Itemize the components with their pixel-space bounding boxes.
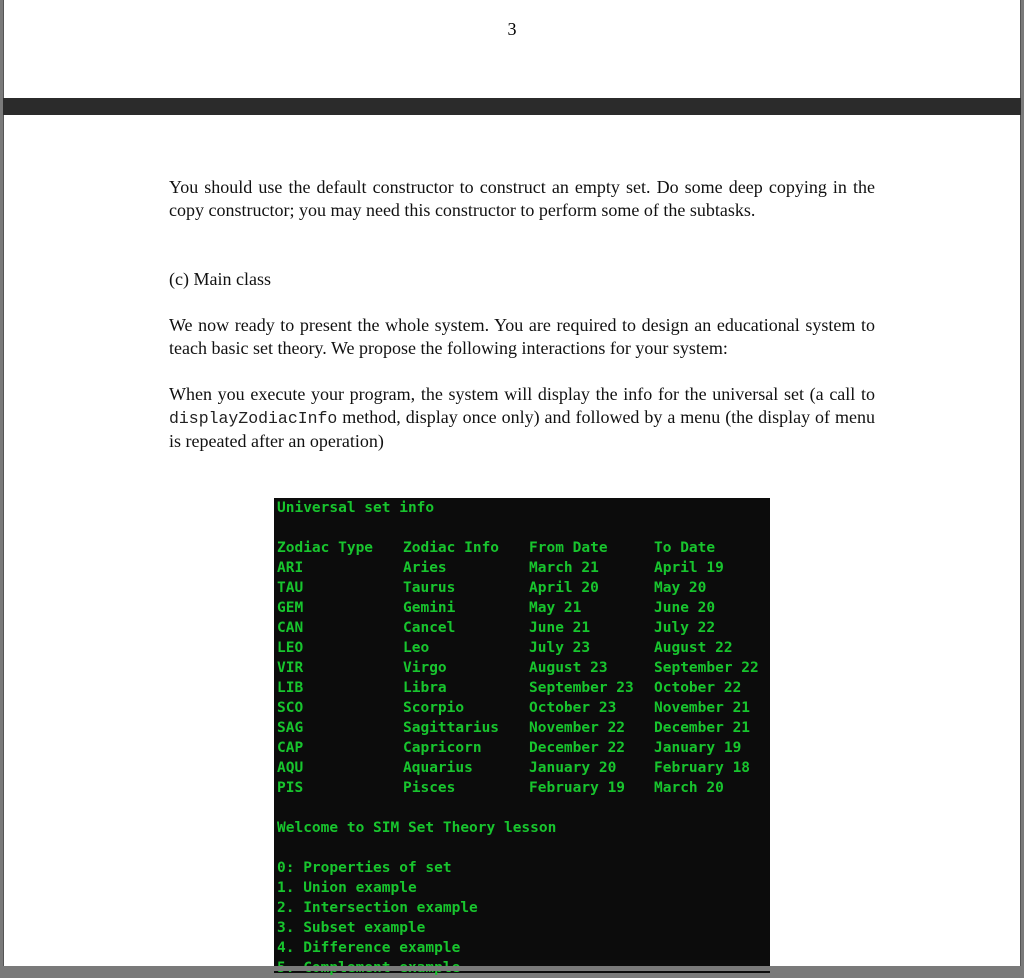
- table-header-info: Zodiac Info: [403, 540, 500, 556]
- zodiac-info-cell: Sagittarius: [403, 720, 500, 736]
- zodiac-type-cell: ARI: [277, 560, 304, 576]
- zodiac-type-cell: VIR: [277, 660, 304, 676]
- zodiac-info-cell: Aries: [403, 560, 447, 576]
- from-date-cell: July 23: [529, 640, 591, 656]
- to-date-cell: August 22: [654, 640, 733, 656]
- zodiac-type-cell: SCO: [277, 700, 304, 716]
- welcome-message: Welcome to SIM Set Theory lesson: [277, 820, 557, 836]
- from-date-cell: September 23: [529, 680, 634, 696]
- zodiac-type-cell: TAU: [277, 580, 304, 596]
- paragraph-system-intro: We now ready to present the whole system. You are required to design an educational system to teach basic set theory. We propose the following interactions for your system:: [169, 315, 875, 358]
- paragraph-text-before: When you execute your program, the system will display the info for the universal set (a call to: [169, 384, 875, 404]
- to-date-cell: June 20: [654, 600, 716, 616]
- from-date-cell: April 20: [529, 580, 599, 596]
- table-header-to: To Date: [654, 540, 716, 556]
- zodiac-info-cell: Pisces: [403, 780, 456, 796]
- to-date-cell: October 22: [654, 680, 742, 696]
- from-date-cell: June 21: [529, 620, 591, 636]
- to-date-cell: December 21: [654, 720, 751, 736]
- from-date-cell: May 21: [529, 600, 582, 616]
- from-date-cell: December 22: [529, 740, 626, 756]
- menu-item: 4. Difference example: [277, 940, 461, 956]
- document-page: [3, 115, 1021, 966]
- menu-item: 2. Intersection example: [277, 900, 478, 916]
- zodiac-info-cell: Taurus: [403, 580, 456, 596]
- zodiac-type-cell: LIB: [277, 680, 304, 696]
- zodiac-info-cell: Capricorn: [403, 740, 482, 756]
- from-date-cell: August 23: [529, 660, 608, 676]
- from-date-cell: January 20: [529, 760, 617, 776]
- console-title: Universal set info: [277, 500, 435, 516]
- zodiac-type-cell: CAN: [277, 620, 304, 636]
- table-header-from: From Date: [529, 540, 608, 556]
- to-date-cell: February 18: [654, 760, 751, 776]
- to-date-cell: January 19: [654, 740, 742, 756]
- to-date-cell: July 22: [654, 620, 716, 636]
- zodiac-type-cell: LEO: [277, 640, 304, 656]
- console-screenshot: [274, 498, 770, 973]
- from-date-cell: October 23: [529, 700, 617, 716]
- menu-item: 0: Properties of set: [277, 860, 452, 876]
- zodiac-type-cell: GEM: [277, 600, 304, 616]
- menu-item: 1. Union example: [277, 880, 417, 896]
- to-date-cell: September 22: [654, 660, 759, 676]
- menu-item: 3. Subset example: [277, 920, 426, 936]
- zodiac-type-cell: CAP: [277, 740, 304, 756]
- zodiac-info-cell: Virgo: [403, 660, 447, 676]
- paragraph-execute: [169, 383, 875, 453]
- zodiac-type-cell: PIS: [277, 780, 304, 796]
- zodiac-info-cell: Scorpio: [403, 700, 465, 716]
- to-date-cell: November 21: [654, 700, 751, 716]
- to-date-cell: April 19: [654, 560, 724, 576]
- from-date-cell: November 22: [529, 720, 626, 736]
- zodiac-info-cell: Libra: [403, 680, 447, 696]
- zodiac-type-cell: SAG: [277, 720, 304, 736]
- page-separator: [3, 98, 1021, 115]
- to-date-cell: March 20: [654, 780, 724, 796]
- table-header-type: Zodiac Type: [277, 540, 374, 556]
- zodiac-info-cell: Aquarius: [403, 760, 473, 776]
- viewer-bottom-strip: [0, 966, 1024, 971]
- from-date-cell: March 21: [529, 560, 599, 576]
- zodiac-info-cell: Leo: [403, 640, 430, 656]
- paragraph-text-after: method, display once only) and followed by a menu (the display of menu is repeated after an operation): [169, 407, 875, 451]
- zodiac-type-cell: AQU: [277, 760, 304, 776]
- inline-code-method: displayZodiacInfo: [169, 409, 338, 428]
- to-date-cell: May 20: [654, 580, 707, 596]
- page-number: 3: [507, 19, 517, 39]
- zodiac-info-cell: Gemini: [403, 600, 456, 616]
- section-heading: (c) Main class: [169, 269, 271, 289]
- page-top: [3, 0, 1021, 98]
- zodiac-info-cell: Cancel: [403, 620, 456, 636]
- from-date-cell: February 19: [529, 780, 626, 796]
- paragraph-constructors: You should use the default constructor to construct an empty set. Do some deep copying in the copy constructor; you may need this constructor to perform some of the subtasks.: [169, 177, 875, 220]
